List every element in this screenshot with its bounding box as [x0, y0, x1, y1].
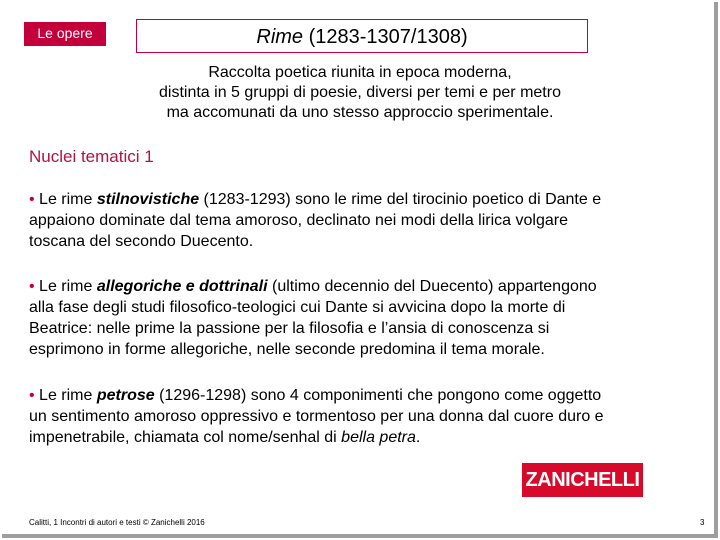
slide-title: [136, 19, 588, 53]
paragraph-line: toscana del secondo Duecento.: [29, 233, 254, 250]
text-run: Le rime: [34, 387, 97, 404]
bullet-icon: •: [29, 278, 35, 295]
intro-text: [110, 63, 610, 123]
paragraph-line: [29, 385, 689, 406]
text-run: (ultimo decennio del Duecento) appartengono: [267, 278, 597, 295]
paragraph-allegoriche: [29, 276, 689, 360]
paragraph-stilnovistiche: [29, 189, 689, 252]
intro-line: ma accomunati da uno stesso approccio sperimentale.: [166, 104, 554, 121]
page-number: 3: [700, 518, 705, 527]
bullet-icon: •: [29, 387, 35, 404]
text-run: Le rime: [34, 191, 97, 208]
text-run: impenetrabile, chiamata col nome/senhal di: [29, 429, 342, 446]
paragraph-line: Beatrice: nelle prime la passione per la filosofia e l’ansia di conoscenza si: [29, 320, 550, 337]
text-run: (1296-1298) sono 4 componimenti che pongono come oggetto: [154, 387, 602, 404]
text-run: Le rime: [34, 278, 97, 295]
paragraph-line: [29, 189, 689, 210]
intro-line: distinta in 5 gruppi di poesie, diversi per temi e per metro: [159, 84, 561, 101]
paragraph-line: appaiono dominate dal tema amoroso, declinato nei modi della lirica volgare: [29, 212, 568, 229]
footer-credit: Calitti, 1 Incontri di autori e testi © Zanichelli 2016: [29, 518, 205, 527]
emphasis-term: stilnovistiche: [96, 191, 200, 208]
paragraph-line: alla fase degli studi filosofico-teologici cui Dante si avvicina dopo la morte di: [29, 299, 566, 316]
paragraph-line: un sentimento amoroso oppressivo e tormentoso per una donna dal cuore duro e: [29, 408, 604, 425]
text-run: (1283-1293) sono le rime del tirocinio poetico di Dante e: [199, 191, 602, 208]
subheading: Nuclei tematici 1: [29, 147, 154, 166]
bullet-icon: •: [29, 191, 35, 208]
text-run: .: [415, 429, 421, 446]
publisher-logo: ZANICHELLI: [522, 463, 643, 497]
italic-term: bella petra: [341, 429, 416, 446]
paragraph-line: esprimono in forme allegoriche, nelle seconde predomina il tema morale.: [29, 341, 545, 358]
intro-line: Raccolta poetica riunita in epoca moderna,: [208, 64, 512, 81]
title-work: Rime: [256, 26, 304, 48]
paragraph-line: [29, 276, 689, 297]
paragraph-petrose: [29, 385, 689, 448]
title-dates: (1283-1307/1308): [303, 26, 468, 48]
section-tag: Le opere: [24, 22, 106, 46]
paragraph-line: [29, 427, 689, 448]
emphasis-term: petrose: [96, 387, 155, 404]
emphasis-term: allegoriche e dottrinali: [96, 278, 268, 295]
